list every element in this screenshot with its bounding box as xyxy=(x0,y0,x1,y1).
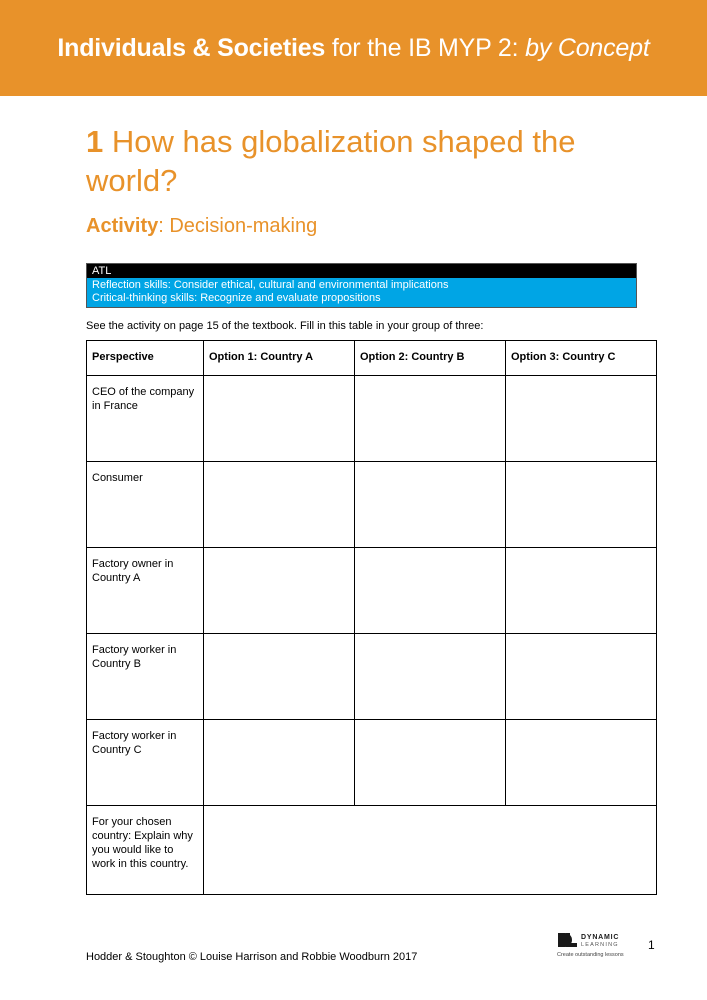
atl-skill-reflection: Reflection skills: Consider ethical, cultural and environmental implications xyxy=(92,279,449,291)
activity-heading xyxy=(86,215,317,238)
atl-heading: ATL xyxy=(87,264,636,278)
atl-skills xyxy=(87,278,636,307)
row-label-consumer: Consumer xyxy=(87,462,204,548)
row-label-factory-owner-a: Factory owner in Country A xyxy=(87,548,204,634)
answer-cell[interactable] xyxy=(204,634,355,720)
book-title-mid: for the IB MYP 2: xyxy=(325,33,526,62)
answer-cell[interactable] xyxy=(355,720,506,806)
answer-cell[interactable] xyxy=(204,720,355,806)
book-title xyxy=(57,34,649,63)
dynamic-learning-logo xyxy=(557,930,637,958)
answer-cell[interactable] xyxy=(506,462,657,548)
perspectives-table xyxy=(86,340,657,895)
chapter-title xyxy=(86,122,646,200)
row-label-factory-worker-b: Factory worker in Country B xyxy=(87,634,204,720)
table-row xyxy=(87,634,657,720)
answer-cell[interactable] xyxy=(506,376,657,462)
answer-cell[interactable] xyxy=(506,548,657,634)
atl-skill-critical-thinking: Critical-thinking skills: Recognize and evaluate propositions xyxy=(92,292,381,304)
table-row xyxy=(87,548,657,634)
explanation-cell[interactable] xyxy=(204,806,657,895)
header-banner xyxy=(0,0,707,96)
column-header-option-2: Option 2: Country B xyxy=(355,341,506,376)
page-number: 1 xyxy=(648,938,655,952)
answer-cell[interactable] xyxy=(204,462,355,548)
book-title-bold: Individuals & Societies xyxy=(57,33,326,62)
table-row-chosen-country xyxy=(87,806,657,895)
book-title-italic: by Concept xyxy=(525,33,650,62)
answer-cell[interactable] xyxy=(355,634,506,720)
chapter-title-text: How has globalization shaped the world? xyxy=(86,124,576,198)
row-label-ceo: CEO of the company in France xyxy=(87,376,204,462)
logo-l-foot xyxy=(566,943,577,947)
answer-cell[interactable] xyxy=(355,462,506,548)
row-label-chosen-country: For your chosen country: Explain why you would like to work in this country. xyxy=(87,806,204,895)
table-row xyxy=(87,720,657,806)
answer-cell[interactable] xyxy=(204,548,355,634)
answer-cell[interactable] xyxy=(506,720,657,806)
logo-tagline: Create outstanding lessons xyxy=(557,952,624,958)
chapter-number: 1 xyxy=(86,124,104,159)
table-row xyxy=(87,376,657,462)
atl-box xyxy=(86,263,637,308)
table-row xyxy=(87,462,657,548)
copyright-footer: Hodder & Stoughton © Louise Harrison and Robbie Woodburn 2017 xyxy=(86,951,418,963)
logo-word-learning: LEARNING xyxy=(581,942,619,948)
answer-cell[interactable] xyxy=(355,548,506,634)
row-label-factory-worker-c: Factory worker in Country C xyxy=(87,720,204,806)
column-header-option-3: Option 3: Country C xyxy=(506,341,657,376)
answer-cell[interactable] xyxy=(506,634,657,720)
instruction-text: See the activity on page 15 of the textbook. Fill in this table in your group of three: xyxy=(86,320,484,332)
logo-word-dynamic: DYNAMIC xyxy=(581,934,620,941)
answer-cell[interactable] xyxy=(355,376,506,462)
column-header-option-1: Option 1: Country A xyxy=(204,341,355,376)
table-header-row xyxy=(87,341,657,376)
answer-cell[interactable] xyxy=(204,376,355,462)
column-header-perspective: Perspective xyxy=(87,341,204,376)
activity-label: Activity xyxy=(86,215,159,237)
activity-text: : Decision-making xyxy=(158,215,318,237)
